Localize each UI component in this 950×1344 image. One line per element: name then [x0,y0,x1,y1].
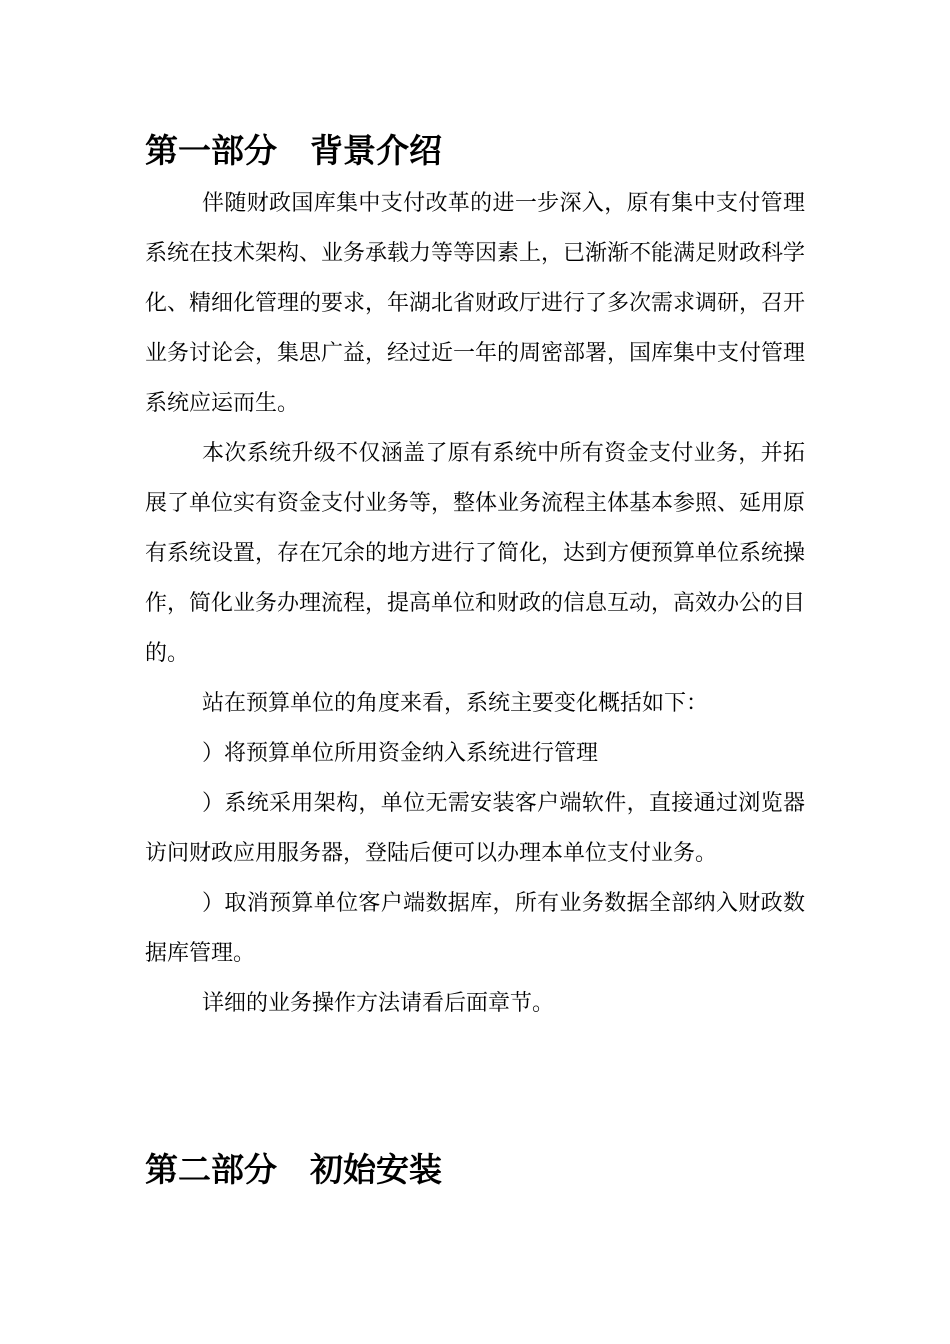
paragraph-upgrade: 本次系统升级不仅涵盖了原有系统中所有资金支付业务，并拓展了单位实有资金支付业务等，整体业务流程主体基本参照、延用原有系统设置，存在冗余的地方进行了简化，达到方便预算单位系统操作，简化业务办理流程，提高单位和财政的信息互动，高效办公的目的。 [145,441,806,666]
list-item-database: ）取消预算单位客户端数据库，所有业务数据全部纳入财政数据库管理。 [145,891,805,966]
paragraph-summary-lead: 站在预算单位的角度来看，系统主要变化概括如下： [202,691,709,716]
paragraph-see-chapters: 详细的业务操作方法请看后面章节。 [202,991,555,1016]
list-item-architecture: ）系统采用架构，单位无需安装客户端软件，直接通过浏览器访问财政应用服务器，登陆后便可以办理本单位支付业务。 [145,791,805,866]
section-body-background [145,179,805,1029]
section-heading-background: 第一部分 背景介绍 [145,131,442,170]
section-heading-installation: 第二部分 初始安装 [145,1150,442,1189]
paragraph-intro: 伴随财政国库集中支付改革的进一步深入，原有集中支付管理系统在技术架构、业务承载力等等因素上，已渐渐不能满足财政科学化、精细化管理的要求，年湖北省财政厅进行了多次需求调研，召开业务讨论会，集思广益，经过近一年的周密部署，国库集中支付管理系统应运而生。 [145,191,806,416]
list-item-funds: ）将预算单位所用资金纳入系统进行管理 [202,741,599,766]
